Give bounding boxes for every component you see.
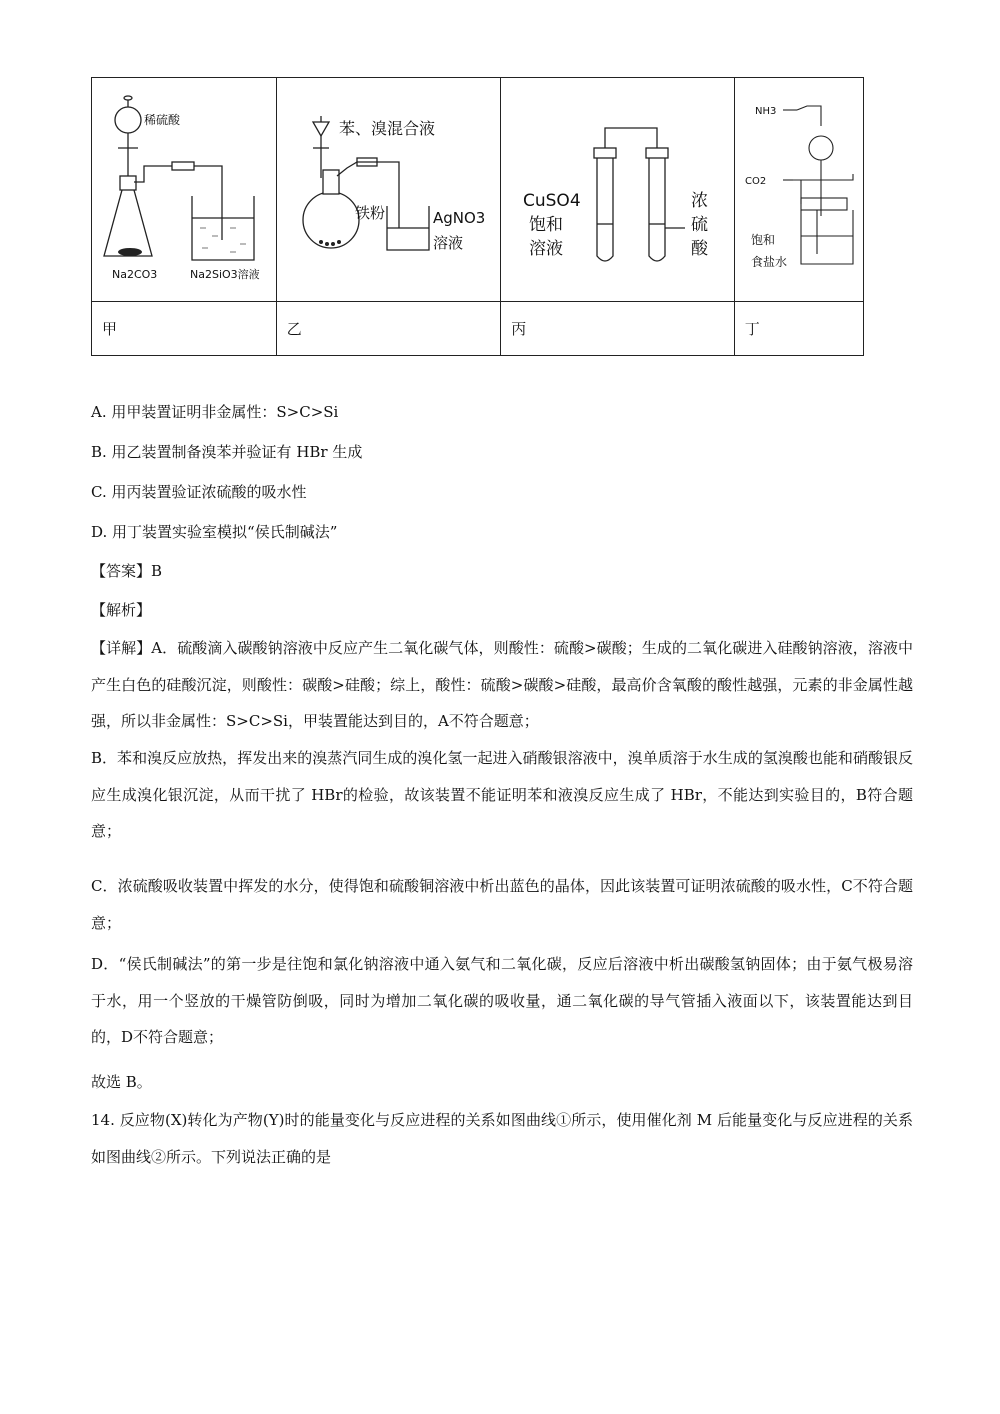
apparatus-table: [91, 77, 864, 356]
label-acid: 酸: [691, 239, 709, 259]
label-cell-jia: 甲: [92, 302, 277, 356]
label-agno3: AgNO3: [432, 209, 486, 227]
label-co2: CO2: [744, 176, 766, 187]
label-cell-ding: 丁: [734, 302, 863, 356]
label-saturated: 饱和: [750, 233, 775, 247]
apparatus-jia-diagram: [92, 78, 277, 301]
diagram-bing: [501, 78, 734, 302]
option-c: C. 用丙装置验证浓硫酸的吸水性: [91, 483, 307, 501]
detail-c: C．浓硫酸吸收装置中挥发的水分，使得饱和硫酸铜溶液中析出蓝色的晶体，因此该装置可证明浓硫酸的吸水性，C不符合题意；: [91, 877, 913, 932]
label-cell-yi: 乙: [276, 302, 501, 356]
label-nh3: NH3: [754, 106, 777, 117]
option-d: D. 用丁装置实验室模拟“侯氏制碱法”: [91, 523, 338, 541]
detail-a: 【详解】A．硫酸滴入碳酸钠溶液中反应产生二氧化碳气体，则酸性：硫酸>碳酸；生成的二氧化碳进入硅酸钠溶液，溶液中产生白色的硅酸沉淀，则酸性：碳酸>硅酸；综上，酸性：硫酸>碳酸>硅酸，最高价含氧酸的酸性越强，元素的非金属性越强，所以非金属性：S>C>Si，甲装置能达到目的，A不符合题意；: [91, 639, 913, 730]
label-iron-powder: 铁粉: [354, 204, 385, 222]
label-na2sio3-solution: Na2SiO3溶液: [190, 268, 260, 281]
question-14: 14. 反应物(X)转化为产物(Y)时的能量变化与反应进程的关系如图曲线①所示，使用催化剂 M 后能量变化与反应进程的关系如图曲线②所示。下列说法正确的是: [91, 1111, 913, 1166]
label-sulfur: 硫: [691, 215, 709, 235]
label-benzene-bromine-mixture: 苯、溴混合液: [338, 119, 435, 138]
label-solution: 溶液: [432, 234, 463, 252]
detail-b: B．苯和溴反应放热，挥发出来的溴蒸汽同生成的溴化氢一起进入硝酸银溶液中，溴单质溶于水生成的氢溴酸也能和硝酸银反应生成溴化银沉淀，从而干扰了 HBr的检验，故该装置不能证明苯和液溴反应生成了 HBr，不能达到实验目的，B符合题意；: [91, 749, 913, 840]
label-dilute-sulfuric-acid: 稀硫酸: [144, 113, 181, 127]
diagram-ding: [734, 78, 863, 302]
label-concentrated: 浓: [691, 191, 709, 211]
label-solution: 溶液: [529, 239, 564, 259]
label-na2co3: Na2CO3: [112, 268, 158, 281]
label-cuso4: CuSO4: [523, 191, 581, 211]
label-cell-bing: 丙: [501, 302, 734, 356]
option-a: A. 用甲装置证明非金属性：S>C>Si: [91, 403, 339, 421]
label-brine: 食盐水: [750, 255, 787, 269]
detail-d: D．“侯氏制碱法”的第一步是往饱和氯化钠溶液中通入氨气和二氧化碳，反应后溶液中析出碳酸氢钠固体；由于氨气极易溶于水，用一个竖放的干燥管防倒吸，同时为增加二氧化碳的吸收量，通二氧化碳的导气管插入液面以下，该装置能达到目的，D不符合题意；: [91, 955, 913, 1046]
diagram-jia: [92, 78, 277, 302]
label-saturated: 饱和: [529, 215, 564, 235]
conclusion: 故选 B。: [91, 1073, 152, 1091]
apparatus-yi-diagram: [277, 78, 502, 301]
diagram-yi: [276, 78, 501, 302]
option-b: B. 用乙装置制备溴苯并验证有 HBr 生成: [91, 443, 363, 461]
apparatus-ding-diagram: [735, 78, 864, 301]
answer: 【答案】B: [91, 562, 163, 580]
apparatus-bing-diagram: [501, 78, 735, 301]
analysis-title: 【解析】: [91, 601, 152, 619]
